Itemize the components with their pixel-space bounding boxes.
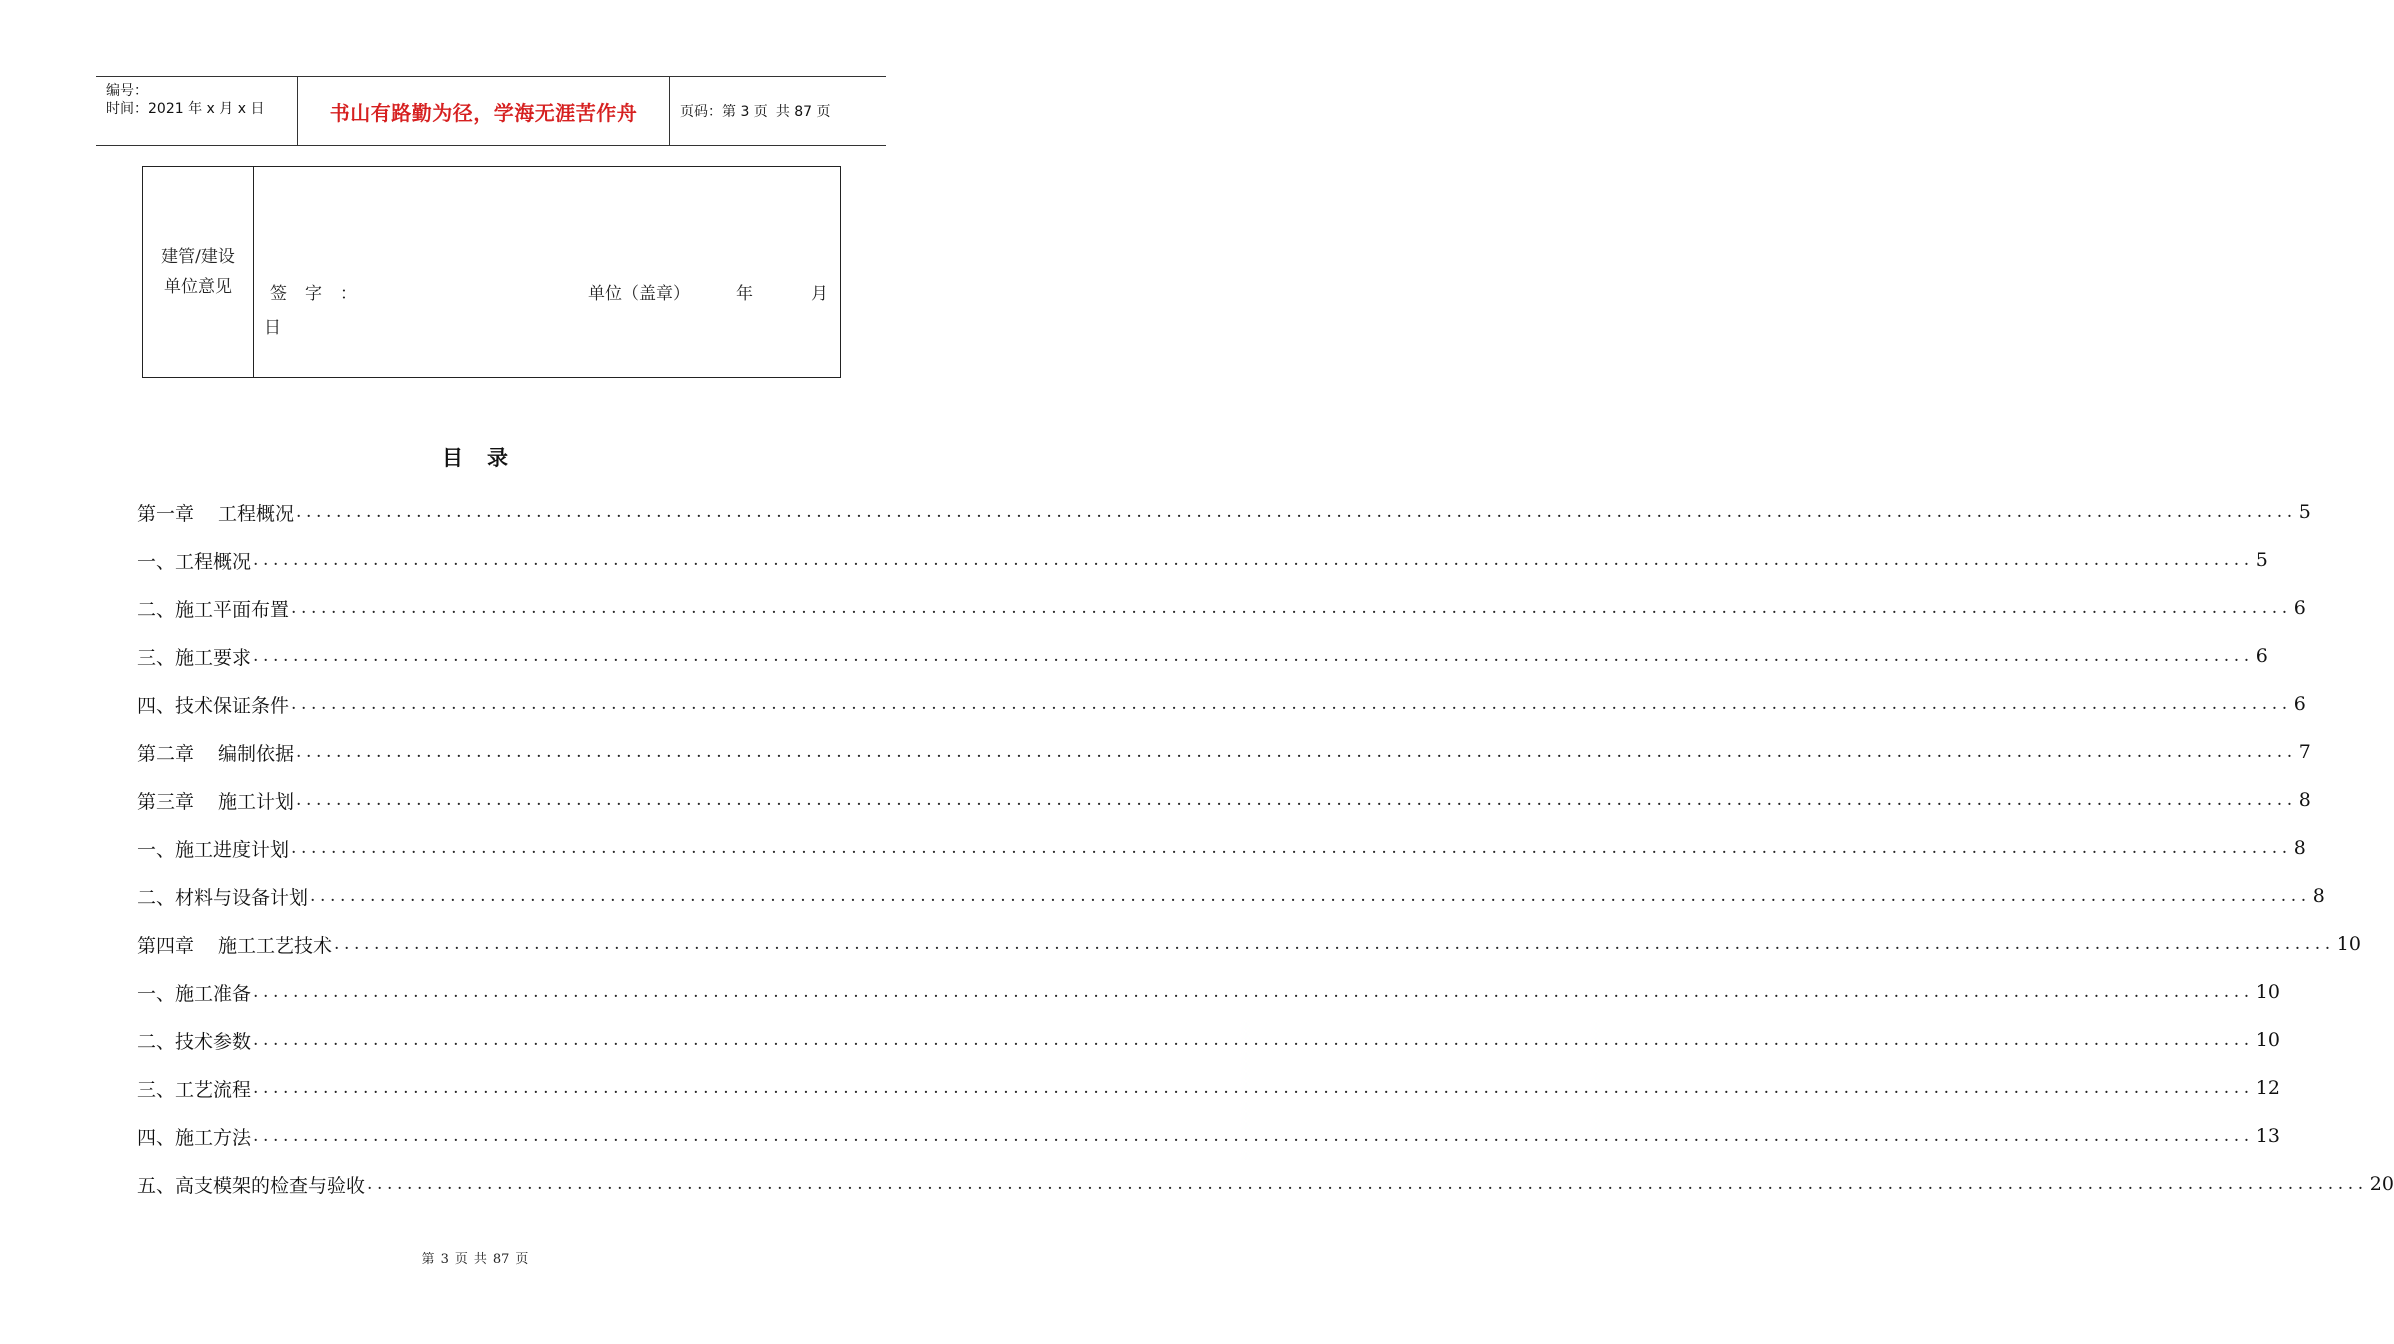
toc-entry[interactable] bbox=[137, 1016, 2280, 1064]
opinion-label-line1: 建管/建设 bbox=[161, 247, 235, 267]
toc-entry[interactable] bbox=[137, 1160, 2394, 1208]
toc-entry-text: 一、施工进度计划 bbox=[137, 838, 290, 861]
toc-page-number: 6 bbox=[2293, 597, 2306, 619]
footer-page-unit: 页 bbox=[454, 1252, 468, 1267]
footer-total-unit: 页 bbox=[515, 1252, 529, 1267]
toc-entry[interactable] bbox=[137, 536, 2268, 584]
toc-page-number: 10 bbox=[2336, 933, 2361, 955]
header-total: 共 87 页 bbox=[775, 104, 831, 120]
toc-leader-dots: ........................................................................................................................................................................................................ bbox=[291, 598, 2292, 618]
toc-entry-title bbox=[137, 979, 251, 1006]
toc-entry[interactable] bbox=[137, 632, 2268, 680]
toc-entry[interactable] bbox=[137, 968, 2280, 1016]
opinion-label-line2: 单位意见 bbox=[163, 277, 232, 297]
toc-entry-title bbox=[137, 1123, 251, 1150]
toc-page-number: 5 bbox=[2255, 549, 2268, 571]
toc-entry-text: 一、工程概况 bbox=[137, 550, 252, 573]
footer-prefix: 第 bbox=[421, 1252, 435, 1267]
toc-leader-dots: ........................................................................................................................................................................................................ bbox=[367, 1174, 2368, 1194]
toc-leader-dots: ........................................................................................................................................................................................................ bbox=[253, 550, 2254, 570]
toc-entry-text: 一、施工准备 bbox=[137, 982, 252, 1005]
toc-leader-dots: ........................................................................................................................................................................................................ bbox=[334, 934, 2335, 954]
toc-entry-title bbox=[137, 499, 294, 526]
header-number: 编号： bbox=[106, 83, 148, 99]
toc-entry-text: 四、技术保证条件 bbox=[137, 694, 290, 717]
toc-entry[interactable] bbox=[137, 680, 2306, 728]
toc-entry[interactable] bbox=[137, 824, 2306, 872]
toc-leader-dots: ........................................................................................................................................................................................................ bbox=[253, 1078, 2254, 1098]
toc-page-number: 8 bbox=[2312, 885, 2325, 907]
toc-chapter-number: 第二章 bbox=[137, 742, 195, 765]
toc-chapter-number: 第四章 bbox=[137, 934, 195, 957]
footer-total-number: 87 bbox=[492, 1252, 510, 1267]
toc-entry-text: 三、施工要求 bbox=[137, 646, 252, 669]
toc-page-number: 6 bbox=[2293, 693, 2306, 715]
toc-entry[interactable] bbox=[137, 1064, 2280, 1112]
month-label: 月 bbox=[811, 284, 828, 304]
unit-stamp-label: 单位（盖章） bbox=[588, 284, 690, 304]
toc-entry-title bbox=[137, 1075, 251, 1102]
toc-page-number: 10 bbox=[2255, 1029, 2280, 1051]
toc-leader-dots: ........................................................................................................................................................................................................ bbox=[296, 790, 2297, 810]
toc-entry[interactable] bbox=[137, 728, 2311, 776]
footer-total-prefix: 共 bbox=[473, 1252, 487, 1267]
toc-entry-text: 二、技术参数 bbox=[137, 1030, 252, 1053]
toc-entry-title bbox=[137, 835, 289, 862]
toc-entry-text: 工程概况 bbox=[218, 502, 295, 525]
table-of-contents bbox=[137, 488, 2394, 1208]
toc-page-number: 6 bbox=[2255, 645, 2268, 667]
footer-page-number: 3 bbox=[440, 1252, 449, 1267]
toc-entry-title bbox=[137, 1027, 251, 1054]
toc-entry[interactable] bbox=[137, 488, 2311, 536]
opinion-content-cell bbox=[254, 167, 840, 377]
toc-entry-text: 施工计划 bbox=[218, 790, 295, 813]
day-label: 日 bbox=[264, 318, 281, 338]
toc-leader-dots: ........................................................................................................................................................................................................ bbox=[296, 502, 2297, 522]
toc-entry[interactable] bbox=[137, 776, 2311, 824]
toc-page-number: 5 bbox=[2298, 501, 2311, 523]
toc-leader-dots: ........................................................................................................................................................................................................ bbox=[291, 838, 2292, 858]
header-meta bbox=[96, 77, 298, 145]
toc-leader-dots: ........................................................................................................................................................................................................ bbox=[310, 886, 2311, 906]
toc-chapter-number: 第三章 bbox=[137, 790, 195, 813]
toc-entry[interactable] bbox=[137, 872, 2325, 920]
toc-entry-title bbox=[137, 931, 332, 958]
toc-page-number: 8 bbox=[2298, 789, 2311, 811]
toc-entry-title bbox=[137, 787, 294, 814]
toc-entry-text: 二、施工平面布置 bbox=[137, 598, 290, 621]
toc-entry-title bbox=[137, 643, 251, 670]
toc-leader-dots: ........................................................................................................................................................................................................ bbox=[253, 646, 2254, 666]
year-label: 年 bbox=[736, 284, 753, 304]
toc-entry-title bbox=[137, 739, 294, 766]
toc-leader-dots: ........................................................................................................................................................................................................ bbox=[291, 694, 2292, 714]
toc-page-number: 8 bbox=[2293, 837, 2306, 859]
header-page: 页码：第 3 页 bbox=[680, 104, 768, 120]
toc-entry[interactable] bbox=[137, 584, 2306, 632]
toc-title: 目录 bbox=[442, 445, 532, 470]
sign-label: 签字： bbox=[270, 284, 375, 304]
toc-entry-title bbox=[137, 595, 289, 622]
toc-leader-dots: ........................................................................................................................................................................................................ bbox=[253, 982, 2254, 1002]
toc-page-number: 13 bbox=[2255, 1125, 2280, 1147]
toc-entry-text: 五、高支模架的检查与验收 bbox=[137, 1174, 366, 1197]
toc-entry-text: 编制依据 bbox=[218, 742, 295, 765]
header-time: 时间：2021 年 x 月 x 日 bbox=[106, 101, 265, 117]
toc-leader-dots: ........................................................................................................................................................................................................ bbox=[253, 1126, 2254, 1146]
toc-entry-title bbox=[137, 691, 289, 718]
toc-page-number: 12 bbox=[2255, 1077, 2280, 1099]
toc-page-number: 7 bbox=[2298, 741, 2311, 763]
toc-leader-dots: ........................................................................................................................................................................................................ bbox=[296, 742, 2297, 762]
signature-row bbox=[270, 279, 828, 304]
toc-entry[interactable] bbox=[137, 920, 2361, 968]
page-header bbox=[96, 76, 886, 146]
toc-entry-text: 三、工艺流程 bbox=[137, 1078, 252, 1101]
toc-entry-title bbox=[137, 1171, 365, 1198]
toc-entry-title bbox=[137, 547, 251, 574]
toc-entry[interactable] bbox=[137, 1112, 2280, 1160]
toc-entry-text: 四、施工方法 bbox=[137, 1126, 252, 1149]
toc-entry-text: 施工工艺技术 bbox=[218, 934, 333, 957]
toc-page-number: 20 bbox=[2369, 1173, 2394, 1195]
header-motto: 书山有路勤为径，学海无涯苦作舟 bbox=[298, 77, 670, 145]
page-footer bbox=[0, 1248, 950, 1267]
toc-entry-text: 二、材料与设备计划 bbox=[137, 886, 309, 909]
opinion-table bbox=[142, 166, 841, 378]
header-page-info bbox=[670, 77, 886, 145]
toc-chapter-number: 第一章 bbox=[137, 502, 195, 525]
toc-entry-title bbox=[137, 883, 308, 910]
opinion-label-cell bbox=[143, 167, 254, 377]
toc-leader-dots: ........................................................................................................................................................................................................ bbox=[253, 1030, 2254, 1050]
toc-page-number: 10 bbox=[2255, 981, 2280, 1003]
